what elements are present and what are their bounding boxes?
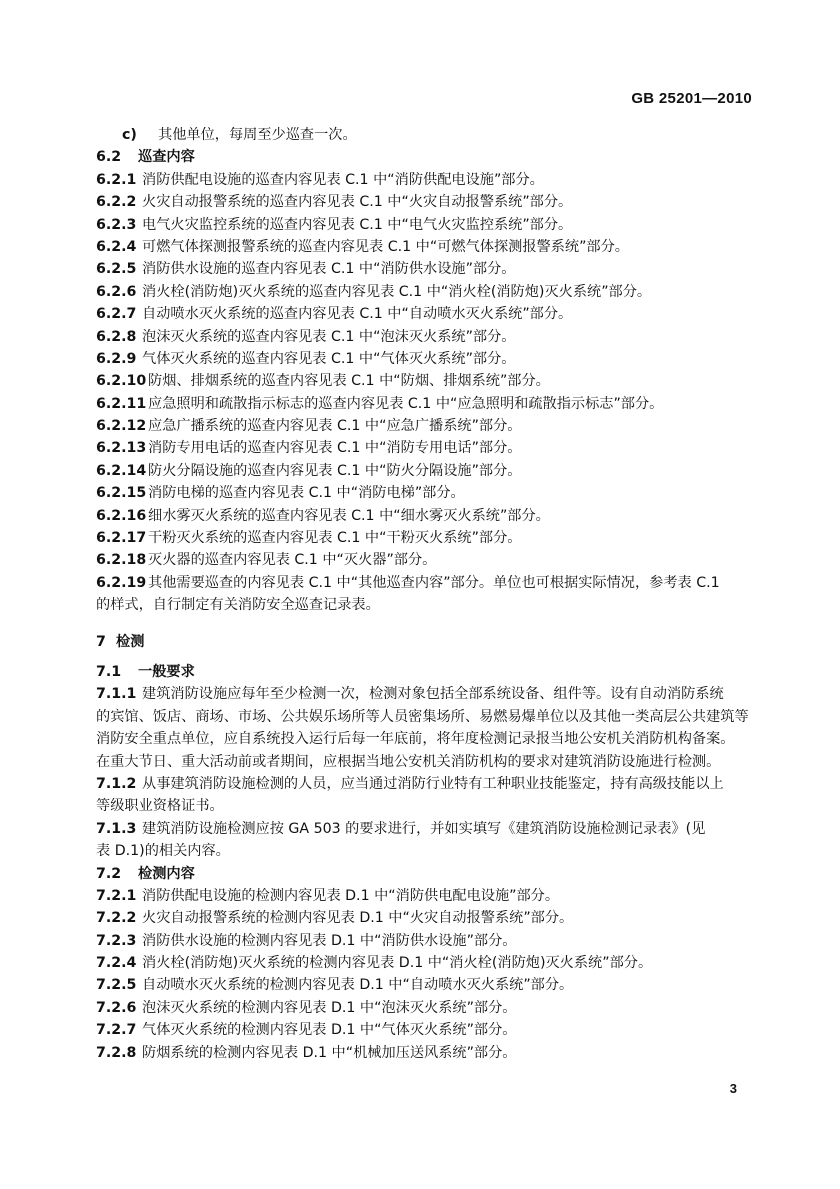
clause-number: 6.2.17 (96, 530, 147, 547)
clause-text: 其他需要巡查的内容见表 C.1 中“其他巡查内容”部分。单位也可根据实际情况，参考表 C.1 (148, 574, 720, 591)
clause-text: 建筑消防设施应每年至少检测一次，检测对象包括全部系统设备、组件等。设有自动消防系统 (142, 686, 724, 703)
clause-text: 灭火器的巡查内容见表 C.1 中“灭火器”部分。 (148, 552, 437, 569)
clause-7-1-1-line1 (96, 683, 752, 705)
section-title: 一般要求 (138, 663, 195, 680)
clause-text: 消防供配电设施的巡查内容见表 C.1 中“消防供配电设施”部分。 (142, 171, 544, 188)
clause-7-2-3 (96, 930, 752, 952)
clause-6-2-5 (96, 258, 752, 280)
clause-text: 干粉灭火系统的巡查内容见表 C.1 中“干粉灭火系统”部分。 (148, 530, 522, 547)
clause-7-1-3-line1 (96, 818, 752, 840)
clause-7-2-8 (96, 1042, 752, 1064)
clause-6-2-13 (96, 437, 752, 459)
clause-number: 7.1.3 (96, 820, 137, 837)
clause-7-2-4 (96, 952, 752, 974)
clause-text: 从事建筑消防设施检测的人员，应当通过消防行业特有工种职业技能鉴定，持有高级技能以上 (142, 775, 724, 792)
clause-text: 消防专用电话的巡查内容见表 C.1 中“消防专用电话”部分。 (148, 440, 522, 457)
clause-number: 6.2.6 (96, 283, 137, 300)
clause-text: 泡沫灭火系统的检测内容见表 D.1 中“泡沫灭火系统”部分。 (142, 999, 517, 1016)
clause-7-1-1-line3: 消防安全重点单位，应自系统投入运行后每一年底前，将年度检测记录报当地公安机关消防机构备案。 (96, 731, 735, 748)
clause-number: 6.2.2 (96, 194, 137, 211)
section-gap (96, 617, 752, 631)
clause-number: 6.2.12 (96, 418, 147, 435)
clause-number: 7.2.2 (96, 910, 137, 927)
clause-6-2-14 (96, 460, 752, 482)
clause-6-2-15 (96, 482, 752, 504)
section-title: 检测 (116, 633, 145, 650)
section-heading-7-2 (96, 863, 752, 885)
clause-7-1-2-line1 (96, 773, 752, 795)
clause-6-2-4 (96, 236, 752, 258)
clause-number: 6.2.10 (96, 373, 147, 390)
clause-6-2-10 (96, 370, 752, 392)
clause-text: 气体灭火系统的巡查内容见表 C.1 中“气体灭火系统”部分。 (142, 350, 516, 367)
clause-7-1-3-line2: 表 D.1)的相关内容。 (96, 843, 230, 860)
clause-6-2-8 (96, 326, 752, 348)
clause-number: 6.2.5 (96, 261, 137, 278)
section-title: 检测内容 (138, 865, 195, 882)
list-item-text: 其他单位，每周至少巡查一次。 (158, 127, 357, 143)
section-heading-7-1 (96, 661, 752, 683)
clause-6-2-2 (96, 191, 752, 213)
section-number: 7.2 (96, 865, 122, 882)
clause-6-2-19-line1 (96, 572, 752, 594)
clause-number: 7.2.4 (96, 955, 137, 972)
clause-text: 火灾自动报警系统的巡查内容见表 C.1 中“火灾自动报警系统”部分。 (142, 194, 573, 211)
page-number: 3 (729, 1081, 737, 1096)
page-content (96, 124, 752, 1064)
clause-number: 6.2.15 (96, 485, 147, 502)
clause-text: 防烟、排烟系统的巡查内容见表 C.1 中“防烟、排烟系统”部分。 (148, 373, 550, 390)
clause-6-2-18 (96, 549, 752, 571)
list-item-c (96, 124, 752, 146)
clause-number: 6.2.11 (96, 395, 147, 412)
section-number: 7.1 (96, 663, 122, 680)
clause-number: 6.2.19 (96, 574, 147, 591)
clause-6-2-7 (96, 303, 752, 325)
clause-text: 电气火灾监控系统的巡查内容见表 C.1 中“电气火灾监控系统”部分。 (142, 216, 573, 233)
section-heading-7 (96, 631, 752, 653)
clause-text: 泡沫灭火系统的巡查内容见表 C.1 中“泡沫灭火系统”部分。 (142, 328, 516, 345)
section-gap (96, 653, 752, 661)
clause-6-2-17 (96, 527, 752, 549)
section-title: 巡查内容 (138, 149, 195, 166)
clause-number: 7.1.1 (96, 686, 137, 703)
clause-text: 火灾自动报警系统的检测内容见表 D.1 中“火灾自动报警系统”部分。 (142, 910, 574, 927)
clause-text: 细水雾灭火系统的巡查内容见表 C.1 中“细水雾灭火系统”部分。 (148, 507, 550, 524)
clause-6-2-6 (96, 281, 752, 303)
clause-7-1-1-line4: 在重大节日、重大活动前或者期间，应根据当地公安机关消防机构的要求对建筑消防设施进行检测。 (96, 753, 721, 770)
clause-text: 建筑消防设施检测应按 GA 503 的要求进行，并如实填写《建筑消防设施检测记录表》(见 (142, 820, 706, 837)
clause-6-2-16 (96, 505, 752, 527)
clause-number: 6.2.9 (96, 350, 137, 367)
clause-6-2-19-line2: 的样式，自行制定有关消防安全巡查记录表。 (96, 597, 380, 614)
clause-number: 6.2.14 (96, 462, 147, 479)
clause-6-2-1 (96, 169, 752, 191)
clause-7-2-1 (96, 885, 752, 907)
clause-7-1-1-line2: 的宾馆、饭店、商场、市场、公共娱乐场所等人员密集场所、易燃易爆单位以及其他一类高层公共建筑等 (96, 708, 749, 725)
clause-7-1-2-line2: 等级职业资格证书。 (96, 798, 224, 815)
clause-text: 消防供水设施的检测内容见表 D.1 中“消防供水设施”部分。 (142, 932, 517, 949)
clause-number: 7.2.8 (96, 1044, 137, 1061)
clause-number: 6.2.13 (96, 440, 147, 457)
section-number: 7 (96, 633, 106, 650)
clause-text: 气体灭火系统的检测内容见表 D.1 中“气体灭火系统”部分。 (142, 1022, 517, 1039)
clause-text: 应急广播系统的巡查内容见表 C.1 中“应急广播系统”部分。 (148, 418, 522, 435)
clause-number: 7.1.2 (96, 775, 137, 792)
clause-number: 6.2.7 (96, 306, 137, 323)
clause-number: 7.2.6 (96, 999, 137, 1016)
list-marker: c) (122, 127, 137, 143)
clause-7-2-6 (96, 997, 752, 1019)
clause-6-2-11 (96, 393, 752, 415)
clause-text: 消防电梯的巡查内容见表 C.1 中“消防电梯”部分。 (148, 485, 465, 502)
clause-number: 6.2.8 (96, 328, 137, 345)
clause-number: 6.2.3 (96, 216, 137, 233)
clause-number: 7.2.1 (96, 887, 137, 904)
clause-text: 消火栓(消防炮)灭火系统的巡查内容见表 C.1 中“消火栓(消防炮)灭火系统”部分。 (142, 283, 652, 300)
clause-text: 可燃气体探测报警系统的巡查内容见表 C.1 中“可燃气体探测报警系统”部分。 (142, 238, 629, 255)
clause-text: 消防供水设施的巡查内容见表 C.1 中“消防供水设施”部分。 (142, 261, 516, 278)
clause-text: 自动喷水灭火系统的巡查内容见表 C.1 中“自动喷水灭火系统”部分。 (142, 306, 573, 323)
clause-7-2-2 (96, 907, 752, 929)
section-heading-6-2 (96, 146, 752, 168)
clause-number: 6.2.4 (96, 238, 137, 255)
clause-number: 7.2.3 (96, 932, 137, 949)
clause-text: 消防供配电设施的检测内容见表 D.1 中“消防供电配电设施”部分。 (142, 887, 560, 904)
clause-number: 6.2.16 (96, 507, 147, 524)
section-number: 6.2 (96, 149, 122, 166)
clause-number: 6.2.1 (96, 171, 137, 188)
clause-text: 消火栓(消防炮)灭火系统的检测内容见表 D.1 中“消火栓(消防炮)灭火系统”部分。 (142, 955, 653, 972)
clause-7-2-5 (96, 974, 752, 996)
clause-6-2-3 (96, 214, 752, 236)
clause-7-2-7 (96, 1019, 752, 1041)
clause-text: 自动喷水灭火系统的检测内容见表 D.1 中“自动喷水灭火系统”部分。 (142, 977, 574, 994)
clause-number: 7.2.5 (96, 977, 137, 994)
clause-number: 6.2.18 (96, 552, 147, 569)
clause-6-2-12 (96, 415, 752, 437)
clause-text: 防烟系统的检测内容见表 D.1 中“机械加压送风系统”部分。 (142, 1044, 517, 1061)
clause-6-2-9 (96, 348, 752, 370)
clause-text: 应急照明和疏散指示标志的巡查内容见表 C.1 中“应急照明和疏散指示标志”部分。 (148, 395, 664, 412)
clause-text: 防火分隔设施的巡查内容见表 C.1 中“防火分隔设施”部分。 (148, 462, 522, 479)
standard-code: GB 25201—2010 (631, 90, 752, 107)
clause-number: 7.2.7 (96, 1022, 137, 1039)
